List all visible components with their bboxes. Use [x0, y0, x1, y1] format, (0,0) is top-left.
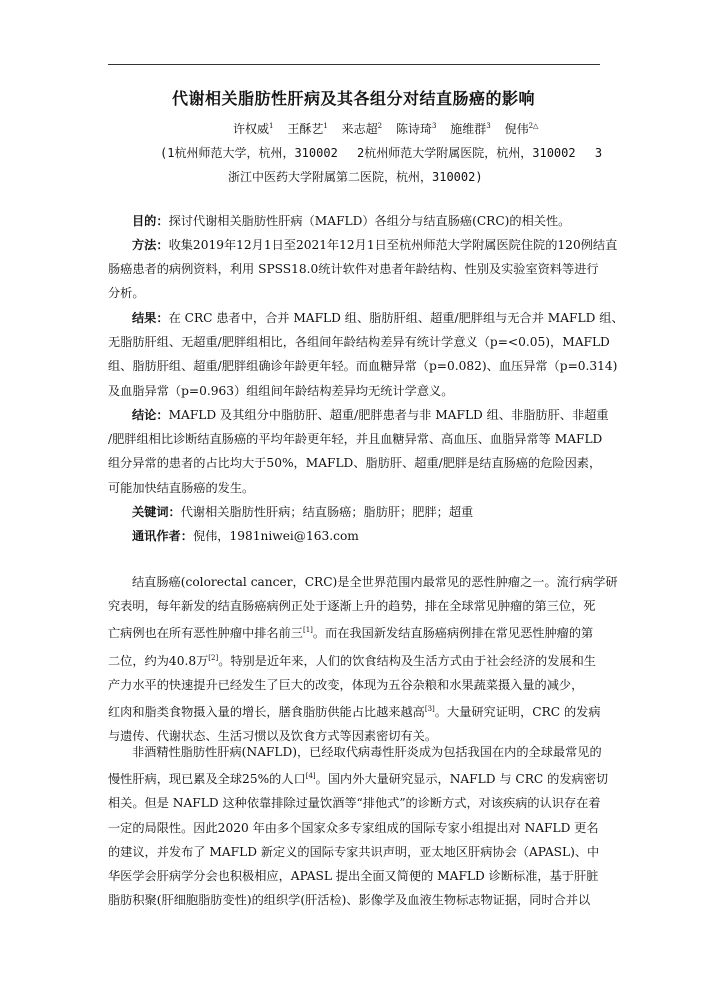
citation-ref: [2] — [208, 653, 219, 662]
abstract-text: 组分异常的患者的占比均大于50%，MAFLD、脂肪肝、超重/肥胖是结直肠癌的危险因素， — [108, 456, 602, 471]
author: 来志超$^2$ — [341, 122, 383, 136]
abstract-text: 分析。 — [108, 286, 145, 301]
abstract-text: 探讨代谢相关脂肪性肝病（MAFLD）各组分与结直肠癌(CRC)的相关性。 — [168, 214, 571, 228]
affiliation-line: (1杭州师范大学，杭州，310002 2杭州师范大学附属医院，杭州，310002 3 — [160, 146, 603, 160]
keywords-label: 关键词： — [132, 505, 181, 519]
abstract-text: 可能加快结直肠癌的发生。 — [108, 480, 255, 495]
body-paragraph-1 — [108, 570, 618, 749]
abstract-objective — [108, 209, 602, 233]
citation-ref: [4] — [305, 772, 316, 781]
abstract-results — [108, 306, 624, 403]
methods-label: 方法： — [132, 238, 169, 252]
abstract-text: 组、脂肪肝组、超重/肥胖组确诊年龄更年轻。而血糖异常（p=0.082)、血压异常（p=0.314) — [108, 359, 618, 374]
abstract-text: MAFLD 及其组分中脂肪肝、超重/肥胖患者与非 MAFLD 组、非脂肪肝、非超重 — [168, 408, 609, 422]
corresponding-author — [108, 524, 602, 548]
author: 施维群$^3$ — [450, 122, 491, 136]
body-text: 究表明，每年新发的结直肠癌病例正处于逐渐上升的趋势，排在全球常见肿瘤的第三位，死 — [108, 599, 596, 614]
body-text: 相关。但是 NAFLD 这种依靠排除过量饮酒等“排他式”的诊断方式，对该疾病的认识存在着 — [108, 796, 601, 811]
body-text: 的建议，并发布了 MAFLD 新定义的国际专家共识声明，亚太地区肝病协会（APASL)、中 — [108, 844, 600, 859]
body-text: 与遗传、代谢状态、生活习惯以及饮食方式等因素密切有关。 — [108, 729, 438, 744]
author-list — [233, 120, 548, 137]
keywords — [108, 500, 602, 524]
body-text: 脂肪积聚(肝细胞脂肪变性)的组织学(肝活检)、影像学及血液生物标志物证据，同时合并以 — [108, 893, 591, 908]
body-text: 亡病例也在所有恶性肿瘤中排名前三[1]。而在我国新发结直肠癌病例排在常见恶性肿瘤的第 — [108, 626, 594, 641]
abstract-text: 肠癌患者的病例资料，利用 SPSS18.0统计软件对患者年龄结构、性别及实验室资料等进行 — [108, 262, 599, 277]
abstract-text: /肥胖组相比诊断结直肠癌的平均年龄更年轻，并且血糖异常、高血压、血脂异常等 MAFLD — [108, 432, 603, 447]
corresponding-label: 通讯作者： — [132, 529, 193, 543]
conclusion-label: 结论： — [132, 408, 169, 422]
paper-title: 代谢相关脂肪性肝病及其各组分对结直肠癌的影响 — [171, 89, 535, 108]
abstract-text: 无脂肪肝组、无超重/肥胖组相比，各组间年龄结构差异有统计学意义（p=<0.05)，MAFLD — [108, 335, 610, 350]
body-text: 结直肠癌(colorectal cancer，CRC)是全世界范围内最常见的恶性肿瘤之一。流行病学研 — [132, 575, 618, 589]
corresponding-text: 倪伟，1981niwei@163.com — [192, 529, 359, 543]
citation-ref: [1] — [303, 626, 313, 635]
body-text: 慢性肝病，现已累及全球25%的人口[4]。国内外大量研究显示，NAFLD 与 CRC 的发病密切 — [108, 772, 609, 787]
author: 王酥艺$^1$ — [287, 122, 328, 136]
author: 倪伟$^{2\triangle}$ — [504, 122, 539, 136]
body-text: 产力水平的快速提升已经发生了巨大的改变，体现为五谷杂粮和水果蔬菜摄入量的减少， — [108, 677, 584, 692]
author: 陈诗琦$^3$ — [395, 122, 437, 136]
abstract-text: 收集2019年12月1日至2021年12月1日至杭州师范大学附属医院住院的120例结直 — [168, 238, 618, 252]
results-label: 结果： — [132, 311, 169, 325]
body-paragraph-2 — [108, 740, 609, 912]
abstract-text: 及血脂异常（p=0.963）组组间年龄结构差异均无统计学意义。 — [108, 383, 454, 398]
keywords-text: 代谢相关脂肪性肝病；结直肠癌；脂肪肝；肥胖；超重 — [180, 505, 474, 519]
affiliation-line: 浙江中医药大学附属第二医院，杭州，310002) — [228, 170, 483, 184]
abstract-conclusion — [108, 403, 609, 500]
body-text: 非酒精性脂肪性肝病(NAFLD)，已经取代病毒性肝炎成为包括我国在内的全球最常见的 — [132, 745, 602, 759]
header-rule — [108, 64, 600, 65]
body-text: 华医学会肝病学分会也积极相应，APASL 提出全面又简便的 MAFLD 诊断标准，基于肝脏 — [108, 869, 599, 884]
abstract-text: 在 CRC 患者中，合并 MAFLD 组、脂肪肝组、超重/肥胖组与无合并 MAFLD 组、 — [168, 311, 624, 325]
citation-ref: [3] — [424, 705, 435, 714]
body-text: 二位，约为40.8万[2]。特别是近年来，人们的饮食结构及生活方式由于社会经济的发展和生 — [108, 653, 596, 668]
abstract-methods — [108, 233, 618, 306]
body-text: 红肉和脂类食物摄入量的增长，膳食脂肪供能占比越来越高[3]。大量研究证明，CRC 的发病 — [108, 705, 601, 720]
objective-label: 目的： — [132, 214, 169, 228]
author: 许权威$^1$ — [233, 122, 274, 136]
body-text: 一定的局限性。因此2020 年由多个国家众多专家组成的国际专家小组提出对 NAFLD 更名 — [108, 820, 599, 835]
